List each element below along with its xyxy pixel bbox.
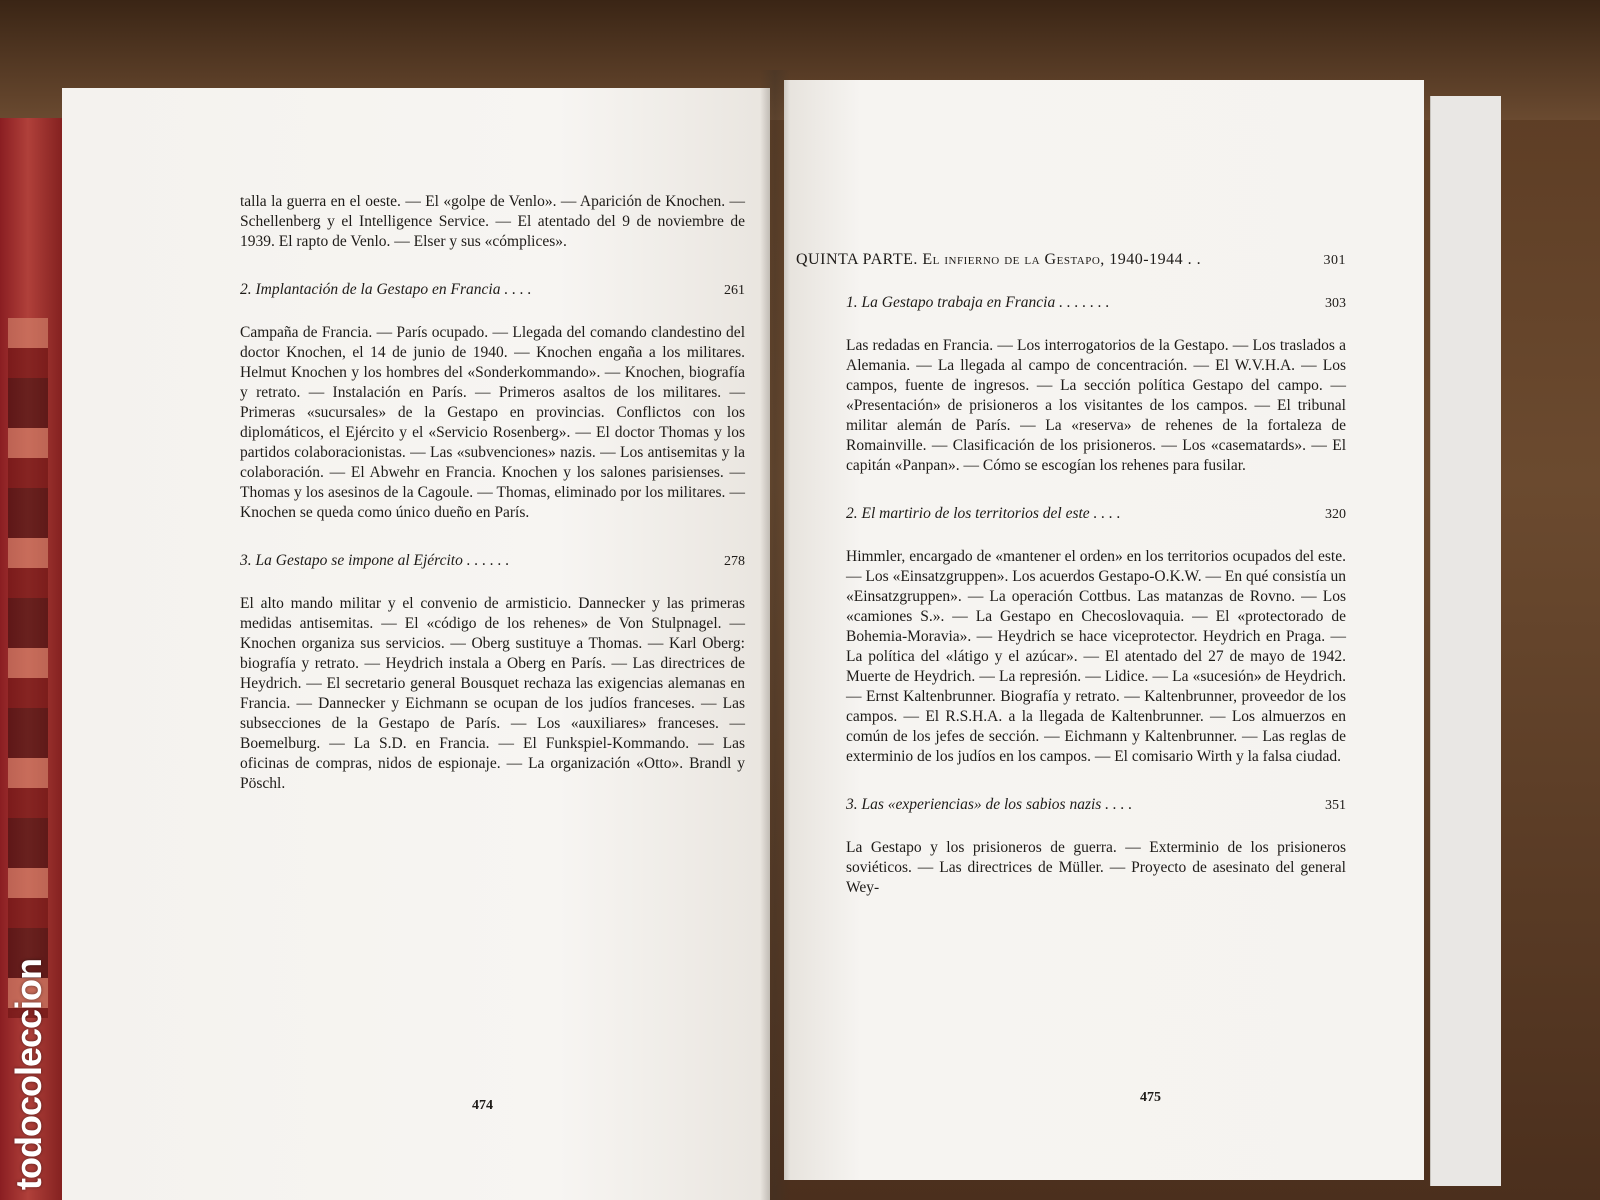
toc-entry-title: 2. Implantación de la Gestapo en Francia . . . . — [240, 281, 532, 298]
intro-paragraph: talla la guerra en el oeste. — El «golpe de Venlo». — Aparición de Knochen. — Schellenberg y el Intelligence Service. — El atentado del 9 de noviembre de 1939. El rapto de Venlo. — Elser y sus «cómplices». — [240, 193, 745, 250]
toc-entry-page: 303 — [1325, 296, 1346, 311]
part-page: 301 — [1323, 253, 1346, 268]
part-heading — [796, 250, 1346, 271]
watermark-logo: todocoleccion — [8, 958, 49, 1190]
toc-entry-title: 3. La Gestapo se impone al Ejército . . . . . . — [240, 552, 510, 569]
toc-entry-page: 278 — [724, 554, 745, 569]
section-summary: La Gestapo y los prisioneros de guerra. — Exterminio de los prisioneros soviéticos. — Las directrices de Müller. — Proyecto de asesinato del general Wey- — [846, 839, 1346, 896]
toc-entry-title: 1. La Gestapo trabaja en Francia . . . . . . . — [846, 294, 1110, 311]
toc-entry — [240, 280, 745, 301]
section-summary: Campaña de Francia. — París ocupado. — Llegada del comando clandestino del doctor Knochen, el 14 de junio de 1940. — Knochen engaña a los militares. Helmut Knochen y los hombres del «Sonderkommando». — Knochen, biografía y retrato. — Instalación en París. — Primeros asaltos de los militares. — Primeras «sucursales» de la Gestapo en provincias. Conflictos con los diplomáticos, el Ejército y el «Servicio Rosenberg». — El doctor Thomas y los partidos colaboracionistas. — Las «subvenciones» nazis. — Los antisemitas y la colaboración. — El Abwehr en Francia. Knochen y los salones parisienses. — Thomas y los asesinos de la Cagoule. — Thomas, eliminado por los militares. — Knochen se queda como único dueño en París. — [240, 324, 745, 521]
part-subtitle: El infierno de la Gestapo, 1940-1944 . . — [922, 251, 1202, 268]
part-title — [796, 250, 1201, 270]
right-page-content — [796, 250, 1346, 898]
toc-entry-title: 3. Las «experiencias» de los sabios nazis . . . . — [846, 796, 1133, 813]
right-page — [784, 80, 1424, 1180]
toc-entry — [240, 551, 745, 572]
toc-entry — [846, 293, 1346, 314]
toc-entry-page: 261 — [724, 283, 745, 298]
section-summary: Las redadas en Francia. — Los interrogatorios de la Gestapo. — Los traslados a Alemania. — La llegada al campo de concentración. — El W.V.H.A. — Los campos, fuente de ingresos. — La sección política Gestapo del campo. — «Presentación» de prisioneros a los visitantes de los campos. — El tribunal militar alemán de París. — La «reserva» de rehenes de la fortaleza de Romainville. — Clasificación de los prisioneros. — Los «casematards». — El capitán «Panpan». — Cómo se escogían los rehenes para fusilar. — [846, 337, 1346, 474]
toc-entry-title: 2. El martirio de los territorios del este . . . . — [846, 505, 1121, 522]
toc-entry — [846, 795, 1346, 816]
left-page — [62, 88, 770, 1200]
book-cover-right — [1430, 96, 1501, 1186]
page-number: 475 — [1140, 1090, 1161, 1105]
toc-entry-page: 351 — [1325, 798, 1346, 813]
toc-entry — [846, 504, 1346, 525]
section-summary: El alto mando militar y el convenio de armisticio. Dannecker y las primeras medidas antisemitas. — El «código de los rehenes» de Von Stulpnagel. — Knochen organiza sus servicios. — Oberg sustituye a Thomas. — Karl Oberg: biografía y retrato. — Heydrich instala a Oberg en París. — Las directrices de Heydrich. — El secretario general Bousquet rechaza las exigencias alemanas en Francia. — Dannecker y Eichmann se ocupan de los judíos franceses. — Las subsecciones de la Gestapo de París. — Los «auxiliares» franceses. — Boemelburg. — La S.D. en Francia. — El Funkspiel-Kommando. — Las oficinas de compras, nidos de espionaje. — La organización «Otto». Brandl y Pöschl. — [240, 595, 745, 792]
part-label: QUINTA PARTE. — [796, 251, 918, 268]
page-number: 474 — [472, 1098, 493, 1113]
book-gutter — [760, 70, 790, 1200]
left-page-content — [240, 192, 745, 794]
toc-entry-page: 320 — [1325, 507, 1346, 522]
section-summary: Himmler, encargado de «mantener el orden» en los territorios ocupados del este. — Los «Einsatzgruppen». Los acuerdos Gestapo-O.K.W. — En qué consistía un «Einsatzgruppen». — La operación Cottbus. Las matanzas de Rovno. — Los «camiones S.». — La Gestapo en Checoslovaquia. — El «protectorado de Bohemia-Moravia». — Heydrich se hace viceprotector. Heydrich en Praga. — La política del «látigo y el azúcar». — El atentado del 27 de mayo de 1942. Muerte de Heydrich. — La represión. — Lidice. — La «sucesión» de Heydrich. — Ernst Kaltenbrunner. Biografía y retrato. — Kaltenbrunner, proveedor de los campos. — El R.S.H.A. a la llegada de Kaltenbrunner. — Los almuerzos en común de los jefes de sección. — Eichmann y Kaltenbrunner. — Las reglas de exterminio de los judíos en los campos. — El comisario Wirth y la falsa ciudad. — [846, 548, 1346, 765]
